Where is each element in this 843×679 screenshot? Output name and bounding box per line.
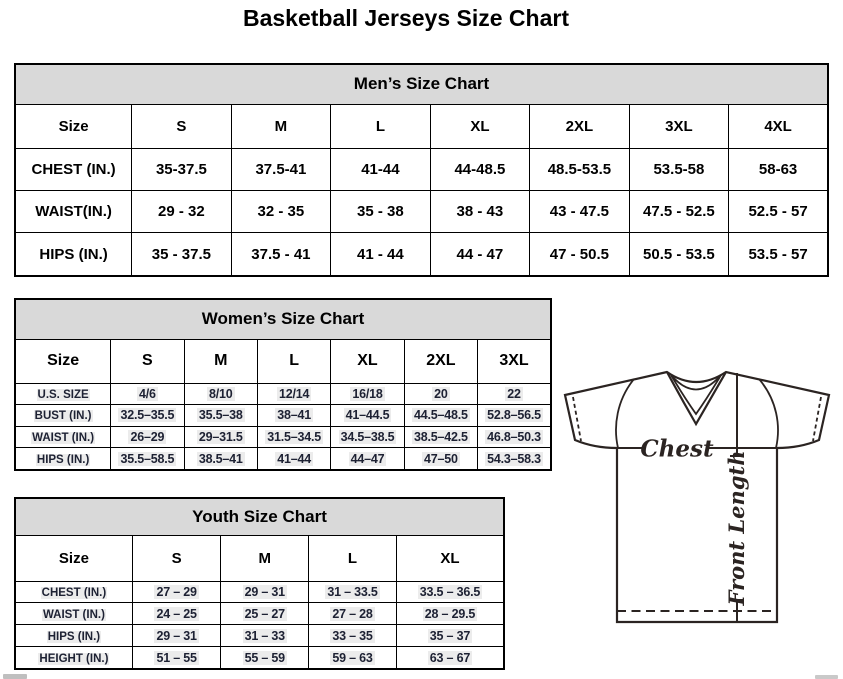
womens-size-value: 47–50	[404, 448, 477, 470]
womens-size-value: 22	[478, 383, 551, 405]
mens-size-value: 35 - 37.5	[132, 233, 232, 276]
youth-size-value: 27 – 29	[132, 581, 221, 603]
womens-size-value: 44–47	[331, 448, 404, 470]
womens-size-value: 29–31.5	[184, 426, 257, 448]
mens-size-value: 53.5 - 57	[729, 233, 828, 276]
mens-size-value: 32 - 35	[231, 190, 331, 232]
mens-data-row	[15, 148, 828, 190]
womens-size-value: 12/14	[257, 383, 330, 405]
mens-column-header: 4XL	[729, 104, 828, 148]
youth-size-value: 35 – 37	[396, 625, 504, 647]
youth-row-label: HIPS (IN.)	[15, 625, 132, 647]
mens-size-value: 48.5-53.5	[530, 148, 630, 190]
mens-size-value: 44-48.5	[430, 148, 530, 190]
mens-column-header: 3XL	[629, 104, 729, 148]
youth-size-value: 33.5 – 36.5	[396, 581, 504, 603]
mens-size-value: 52.5 - 57	[729, 190, 828, 232]
jersey-measurement-diagram	[560, 360, 832, 626]
youth-data-row	[15, 603, 504, 625]
youth-size-value: 28 – 29.5	[396, 603, 504, 625]
youth-size-table	[14, 497, 505, 670]
youth-column-header: L	[309, 535, 397, 581]
mens-size-value: 53.5-58	[629, 148, 729, 190]
womens-size-value: 26–29	[111, 426, 184, 448]
womens-size-value: 38.5–42.5	[404, 426, 477, 448]
womens-data-row	[15, 426, 551, 448]
youth-column-header: S	[132, 535, 221, 581]
mens-column-header: Size	[15, 104, 132, 148]
womens-size-value: 41–44	[257, 448, 330, 470]
womens-column-header: 3XL	[478, 339, 551, 383]
youth-table-title: Youth Size Chart	[15, 498, 504, 535]
youth-size-value: 29 – 31	[221, 581, 309, 603]
womens-size-table	[14, 298, 552, 471]
womens-column-header: S	[111, 339, 184, 383]
youth-row-label: WAIST (IN.)	[15, 603, 132, 625]
youth-column-header: M	[221, 535, 309, 581]
mens-size-value: 50.5 - 53.5	[629, 233, 729, 276]
right-sleeve-seam	[759, 379, 778, 448]
womens-row-label: U.S. SIZE	[15, 383, 111, 405]
jersey-outline-icon	[560, 360, 832, 626]
womens-size-value: 44.5–48.5	[404, 405, 477, 427]
mens-size-value: 35 - 38	[331, 190, 431, 232]
youth-column-header: XL	[396, 535, 504, 581]
womens-size-value: 35.5–58.5	[111, 448, 184, 470]
womens-table-title: Women’s Size Chart	[15, 299, 551, 339]
youth-size-value: 59 – 63	[309, 647, 397, 669]
womens-size-value: 4/6	[111, 383, 184, 405]
mens-size-value: 37.5-41	[231, 148, 331, 190]
mens-row-label: HIPS (IN.)	[15, 233, 132, 276]
mens-column-header: S	[132, 104, 232, 148]
womens-size-value: 46.8–50.3	[478, 426, 551, 448]
womens-size-value: 8/10	[184, 383, 257, 405]
womens-size-value: 38–41	[257, 405, 330, 427]
mens-column-header: XL	[430, 104, 530, 148]
womens-column-header: M	[184, 339, 257, 383]
womens-size-chart	[14, 298, 552, 471]
scrollbar-fragment-right[interactable]	[815, 675, 838, 679]
womens-size-value: 16/18	[331, 383, 404, 405]
mens-column-header: L	[331, 104, 431, 148]
womens-size-value: 54.3–58.3	[478, 448, 551, 470]
youth-size-value: 29 – 31	[132, 625, 221, 647]
womens-size-value: 52.8–56.5	[478, 405, 551, 427]
mens-size-value: 41-44	[331, 148, 431, 190]
youth-column-header: Size	[15, 535, 132, 581]
womens-row-label: WAIST (IN.)	[15, 426, 111, 448]
mens-column-header: M	[231, 104, 331, 148]
mens-size-value: 58-63	[729, 148, 828, 190]
womens-size-value: 31.5–34.5	[257, 426, 330, 448]
mens-size-value: 44 - 47	[430, 233, 530, 276]
womens-size-value: 32.5–35.5	[111, 405, 184, 427]
womens-row-label: HIPS (IN.)	[15, 448, 111, 470]
womens-column-header: L	[257, 339, 330, 383]
mens-size-value: 38 - 43	[430, 190, 530, 232]
youth-size-value: 31 – 33.5	[309, 581, 397, 603]
youth-row-label: HEIGHT (IN.)	[15, 647, 132, 669]
womens-column-header: 2XL	[404, 339, 477, 383]
mens-data-row	[15, 233, 828, 276]
youth-size-value: 55 – 59	[221, 647, 309, 669]
youth-size-value: 63 – 67	[396, 647, 504, 669]
mens-size-value: 35-37.5	[132, 148, 232, 190]
womens-size-value: 35.5–38	[184, 405, 257, 427]
womens-data-row	[15, 405, 551, 427]
mens-data-row	[15, 190, 828, 232]
mens-row-label: WAIST(IN.)	[15, 190, 132, 232]
womens-size-value: 34.5–38.5	[331, 426, 404, 448]
womens-row-label: BUST (IN.)	[15, 405, 111, 427]
chest-label: Chest	[640, 435, 714, 463]
page-title: Basketball Jerseys Size Chart	[242, 5, 569, 31]
womens-size-value: 38.5–41	[184, 448, 257, 470]
mens-column-header: 2XL	[530, 104, 630, 148]
womens-column-header: Size	[15, 339, 111, 383]
youth-size-value: 51 – 55	[132, 647, 221, 669]
womens-size-value: 20	[404, 383, 477, 405]
youth-size-value: 25 – 27	[221, 603, 309, 625]
womens-column-header: XL	[331, 339, 404, 383]
mens-size-table	[14, 63, 829, 277]
front-length-label: Front Length	[723, 450, 749, 606]
mens-size-value: 43 - 47.5	[530, 190, 630, 232]
youth-size-value: 27 – 28	[309, 603, 397, 625]
womens-data-row	[15, 448, 551, 470]
youth-size-value: 24 – 25	[132, 603, 221, 625]
mens-size-chart	[14, 63, 829, 277]
youth-data-row	[15, 647, 504, 669]
youth-data-row	[15, 625, 504, 647]
youth-row-label: CHEST (IN.)	[15, 581, 132, 603]
mens-row-label: CHEST (IN.)	[15, 148, 132, 190]
youth-data-row	[15, 581, 504, 603]
mens-size-value: 41 - 44	[331, 233, 431, 276]
jersey-body-outline	[565, 372, 829, 622]
scrollbar-fragment-left[interactable]	[3, 674, 27, 679]
mens-size-value: 29 - 32	[132, 190, 232, 232]
youth-size-value: 33 – 35	[309, 625, 397, 647]
mens-size-value: 37.5 - 41	[231, 233, 331, 276]
left-sleeve-seam	[616, 379, 634, 448]
mens-size-value: 47 - 50.5	[530, 233, 630, 276]
womens-size-value: 41–44.5	[331, 405, 404, 427]
youth-size-value: 31 – 33	[221, 625, 309, 647]
mens-table-title: Men’s Size Chart	[15, 64, 828, 104]
youth-size-chart	[14, 497, 505, 670]
mens-size-value: 47.5 - 52.5	[629, 190, 729, 232]
womens-data-row	[15, 383, 551, 405]
